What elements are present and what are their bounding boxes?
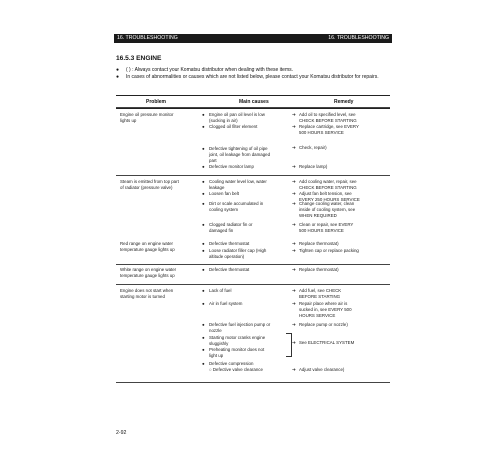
cause-item — [202, 322, 290, 334]
cause-item — [202, 248, 290, 260]
cause-item-line: (sucking in air) — [209, 118, 238, 123]
table-bottom-rule — [116, 382, 390, 383]
cause-item — [202, 288, 290, 294]
brace-connector — [286, 333, 292, 357]
problem-cell-line: temperature gauge lights up — [120, 273, 175, 278]
arrow-icon: ➔ — [292, 179, 296, 184]
problem-cell — [120, 179, 198, 191]
remedy-item-line: Replace lamp) — [299, 164, 328, 169]
bullet-icon: ● — [202, 361, 205, 366]
cause-item-line: Defective monitor lamp — [209, 164, 254, 169]
remedy-item-line: Add fuel, see CHECK — [299, 288, 342, 293]
cause-item-line: Clogged radiator fin or — [209, 222, 253, 227]
cause-item-line: Defective fuel injection pump or — [209, 322, 271, 327]
cause-item-line: damaged fin — [209, 228, 234, 233]
cause-item — [202, 112, 290, 124]
page-number: 2-92 — [116, 430, 127, 436]
bullet-icon: ● — [116, 73, 120, 80]
remedy-item — [292, 301, 388, 319]
problem-cell-line: lights up — [120, 118, 137, 123]
remedy-item-line: Tighten cap or replace packing — [299, 248, 359, 253]
row-divider — [116, 264, 390, 265]
arrow-icon: ➔ — [292, 322, 296, 327]
problem-cell — [120, 241, 198, 253]
problem-cell-line: Engine does not start when — [120, 288, 174, 293]
bullet-icon: ● — [202, 179, 205, 184]
note-2: ● In cases of abnormalities or causes which are not listed below, please contact your Komatsu distributor for repairs. — [116, 73, 379, 80]
problem-cell — [120, 112, 198, 124]
arrow-icon: ➔ — [292, 340, 296, 345]
bullet-icon: ● — [202, 112, 205, 117]
arrow-icon: ➔ — [292, 124, 296, 129]
cause-item-line: Defective compression — [209, 361, 254, 366]
remedy-item-line: Clean or repair, see EVERY — [299, 222, 354, 227]
remedy-item — [292, 222, 388, 234]
cause-item — [202, 146, 290, 164]
running-header — [114, 34, 392, 43]
problem-cell-line: temperature gauge lights up — [120, 247, 175, 252]
remedy-item-line: Replace thermostat) — [299, 267, 339, 272]
cause-item — [202, 267, 290, 273]
cause-item-line: Defective tightening of oil pipe — [209, 146, 268, 151]
bullet-icon: ● — [202, 267, 205, 272]
remedy-item-line: Repair place where air is — [299, 301, 348, 306]
problem-cell-line: Red range on engine water — [120, 241, 173, 246]
arrow-icon: ➔ — [292, 145, 296, 150]
remedy-item-line: EVERY 250 HOURS SERVICE — [299, 197, 360, 202]
remedy-item-line: 500 HOURS SERVICE — [299, 130, 344, 135]
arrow-icon: ➔ — [292, 248, 296, 253]
row-divider — [116, 284, 390, 285]
remedy-item — [292, 367, 388, 373]
arrow-icon: ➔ — [292, 112, 296, 117]
bullet-icon: ● — [202, 191, 205, 196]
cause-item-line: cooling system — [209, 207, 239, 212]
header-left: 16. TROUBLESHOOTING — [117, 35, 178, 41]
remedy-item — [292, 340, 388, 346]
note-1: ● ( ) : Always contact your Komatsu distributor when dealing with these items. — [116, 67, 294, 73]
bullet-icon: ● — [202, 347, 205, 352]
cause-item-line: light up — [209, 353, 224, 358]
row-divider — [116, 175, 390, 176]
remedy-item-line: CHECK BEFORE STARTING — [299, 118, 357, 123]
cause-item-line: Loosen fan belt — [209, 191, 240, 196]
bullet-icon: ● — [202, 288, 205, 293]
bullet-icon: ● — [116, 67, 120, 73]
cause-item-line: nozzle — [209, 328, 222, 333]
cause-item-line: joint, oil leakage from damaged — [209, 152, 271, 157]
cause-item-line: altitude operation) — [209, 254, 245, 259]
bullet-icon: ● — [202, 301, 205, 306]
arrow-icon: ➔ — [292, 201, 296, 206]
cause-item-line: part — [209, 158, 217, 163]
arrow-icon: ➔ — [292, 164, 296, 169]
arrow-icon: ➔ — [292, 222, 296, 227]
bullet-icon: ● — [202, 124, 205, 129]
cause-item — [202, 164, 290, 170]
problem-cell-line: Steam is emitted from top part — [120, 179, 179, 184]
remedy-item-line: Change cooling water, clean — [299, 201, 355, 206]
arrow-icon: ➔ — [292, 301, 296, 306]
remedy-item-line: CHECK BEFORE STARTING — [299, 185, 357, 190]
cause-item — [202, 335, 290, 347]
remedy-item-line: sucked in, see EVERY 500 — [299, 307, 352, 312]
cause-item-line: leakage — [209, 185, 225, 190]
cause-item-line: Clogged oil filter element — [209, 124, 258, 129]
remedy-item — [292, 164, 388, 170]
cause-item-line: sluggishly — [209, 341, 229, 346]
cause-item-line: Cooling water level low, water — [209, 179, 267, 184]
remedy-item-line: See ELECTRICAL SYSTEM — [299, 340, 355, 345]
col-header-problem: Problem — [146, 99, 167, 105]
cause-item-line: Air in fuel system — [209, 301, 243, 306]
cause-item-line: Dirt or scale accumulated in — [209, 201, 264, 206]
cause-item — [202, 124, 290, 130]
arrow-icon: ➔ — [292, 191, 296, 196]
bullet-icon: ● — [202, 164, 205, 169]
bullet-icon: ● — [202, 222, 205, 227]
remedy-item — [292, 241, 388, 247]
cause-item-line: Defective thermostat — [209, 267, 250, 272]
cause-item-line: Loose radiator filler cap (High — [209, 248, 267, 253]
cause-item-line: Engine oil pan oil level is low — [209, 112, 265, 117]
remedy-item-line: WHEN REQUIRED — [299, 213, 337, 218]
problem-cell-line: White range on engine water — [120, 267, 177, 272]
cause-item — [202, 361, 290, 373]
remedy-item — [292, 322, 388, 328]
arrow-icon: ➔ — [292, 241, 296, 246]
remedy-item — [292, 288, 388, 300]
row-divider — [116, 107, 390, 108]
cause-item — [202, 201, 290, 213]
remedy-item — [292, 124, 388, 136]
remedy-item-line: 500 HOURS SERVICE — [299, 228, 344, 233]
remedy-item-line: Add cooling water, repair, see — [299, 179, 357, 184]
remedy-item-line: Adjust fan belt tension, see — [299, 191, 352, 196]
header-right: 16. TROUBLESHOOTING — [328, 35, 389, 41]
cause-item-line: Defective thermostat — [209, 241, 250, 246]
arrow-icon: ➔ — [292, 367, 296, 372]
remedy-item-line: Add oil to specified level, see — [299, 112, 356, 117]
bullet-icon: ● — [202, 335, 205, 340]
remedy-item — [292, 112, 388, 124]
bullet-icon: ● — [202, 201, 205, 206]
cause-item — [202, 179, 290, 191]
problem-cell — [120, 267, 198, 279]
cause-item-line: Starting motor cranks engine — [209, 335, 266, 340]
cause-item-line: Lack of fuel — [209, 288, 232, 293]
remedy-item — [292, 145, 388, 151]
remedy-item-line: BEFORE STARTING — [299, 294, 341, 299]
problem-cell-line: of radiator (pressure valve) — [120, 185, 173, 190]
section-title: 16.5.3 ENGINE — [116, 55, 162, 62]
remedy-item-line: Replace thermostat) — [299, 241, 339, 246]
remedy-item — [292, 201, 388, 219]
cause-item-line: ○ Defective valve clearance — [209, 367, 263, 372]
remedy-item-line: HOURS SERVICE — [299, 313, 336, 318]
bullet-icon: ● — [202, 241, 205, 246]
bullet-icon: ● — [202, 322, 205, 327]
remedy-item — [292, 179, 388, 191]
remedy-item — [292, 267, 388, 273]
bullet-icon: ● — [202, 248, 205, 253]
col-header-remedy: Remedy — [334, 99, 354, 105]
cause-item — [202, 301, 290, 307]
problem-cell — [120, 288, 198, 300]
problem-cell-line: starting motor is turned — [120, 294, 165, 299]
arrow-icon: ➔ — [292, 288, 296, 293]
remedy-item-line: Adjust valve clearance) — [299, 367, 345, 372]
cause-item-line: Preheating monitor does not — [209, 347, 265, 352]
remedy-item-line: Check, repair) — [299, 145, 327, 150]
remedy-item-line: Replace pump or nozzle) — [299, 322, 348, 327]
cause-item — [202, 241, 290, 247]
remedy-item — [292, 248, 388, 254]
remedy-item-line: Replace cartridge, see EVERY — [299, 124, 359, 129]
arrow-icon: ➔ — [292, 267, 296, 272]
cause-item — [202, 347, 290, 359]
problem-cell-line: Engine oil pressure monitor — [120, 112, 174, 117]
cause-item — [202, 222, 290, 234]
col-header-causes: Main causes — [239, 99, 269, 105]
remedy-item-line: inside of cooling system, see — [299, 207, 356, 212]
bullet-icon: ● — [202, 146, 205, 151]
cause-item — [202, 191, 290, 197]
